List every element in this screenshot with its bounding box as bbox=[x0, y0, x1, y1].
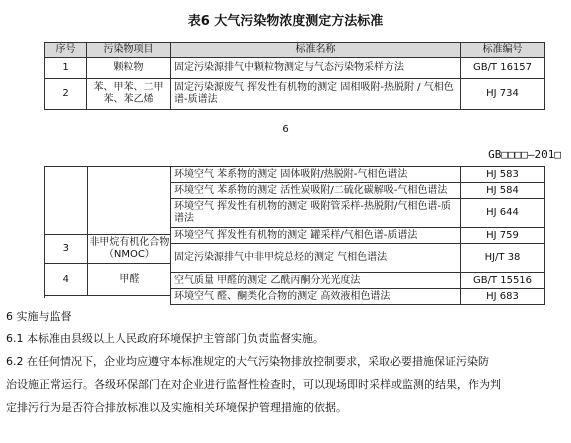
cell-code: HJ 583 bbox=[461, 167, 545, 183]
table-row bbox=[171, 167, 545, 183]
cell-name: 环境空气 苯系物的测定 活性炭吸附/二硫化碳解吸-气相色谱法 bbox=[171, 183, 461, 199]
table-row bbox=[171, 183, 545, 199]
cell-code: GB/T 15516 bbox=[461, 273, 545, 289]
page-number: 6 bbox=[282, 124, 289, 135]
table-row bbox=[171, 228, 545, 244]
cell-name: 固定污染源排气中非甲烷总烃的测定 气相色谱法 bbox=[171, 244, 461, 273]
standard-id-header: GB□□□□—201□ bbox=[488, 148, 561, 161]
cell-item: 苯、甲苯、二甲苯、苯乙烯 bbox=[87, 79, 171, 110]
cell-code: GB/T 16157 bbox=[461, 58, 545, 79]
table-header-row bbox=[45, 43, 545, 58]
header-name: 标准名称 bbox=[171, 43, 461, 58]
table-row bbox=[45, 234, 171, 263]
cell-no: 2 bbox=[45, 79, 87, 110]
standards-table-top bbox=[44, 42, 545, 110]
cell-name: 环境空气 苯系物的测定 固体吸附/热脱附-气相色谱法 bbox=[171, 167, 461, 183]
table-row bbox=[45, 58, 545, 79]
cell-item: 非甲烷有机化合物（NMOC） bbox=[87, 235, 171, 263]
cell-name: 环境空气 挥发性有机物的测定 罐采样/气相色谱-质谱法 bbox=[171, 228, 461, 244]
cell-name: 固定污染源废气 挥发性有机物的测定 固相吸附-热脱附 / 气相色谱-质谱法 bbox=[171, 79, 461, 110]
section-heading: 6 实施与监督 bbox=[6, 310, 72, 323]
header-code: 标准编号 bbox=[461, 43, 545, 58]
standards-table-left-column bbox=[44, 166, 171, 298]
cell-code: HJ 683 bbox=[461, 289, 545, 305]
standards-table-bottom bbox=[170, 166, 545, 305]
paragraph-6-2-line1: 6.2 在任何情况下，企业均应遵守本标准规定的大气污染物排放控制要求，采取必要措施保证污染防 bbox=[6, 355, 489, 368]
cell-code: HJ/T 38 bbox=[461, 244, 545, 273]
table-row bbox=[45, 263, 171, 296]
cell-no: 3 bbox=[62, 243, 70, 254]
table-row bbox=[171, 273, 545, 289]
header-no: 序号 bbox=[45, 43, 87, 58]
table-row bbox=[45, 79, 545, 110]
cell-no: 1 bbox=[45, 58, 87, 79]
cell-code: HJ 584 bbox=[461, 183, 545, 199]
cell-name: 环境空气 挥发性有机物的测定 吸附管采样-热脱附/气相色谱-质谱法 bbox=[171, 199, 461, 228]
paragraph-6-2-line2: 治设施正常运行。各级环保部门在对企业进行监督性检查时，可以现场即时采样或监测的结果，作为判 bbox=[6, 378, 501, 391]
cell-name: 固定污染源排气中颗粒物测定与气态污染物采样方法 bbox=[171, 58, 461, 79]
table-title: 表6 大气污染物浓度测定方法标准 bbox=[187, 14, 384, 29]
table-row bbox=[171, 199, 545, 228]
paragraph-6-1: 6.1 本标准由县级以上人民政府环境保护主管部门负责监督实施。 bbox=[6, 332, 324, 345]
cell-name: 空气质量 甲醛的测定 乙酰丙酮分光光度法 bbox=[171, 273, 461, 289]
cell-code: HJ 644 bbox=[461, 199, 545, 228]
cell-item: 甲醛 bbox=[87, 264, 171, 295]
header-item: 污染物项目 bbox=[87, 43, 171, 58]
cell-name: 环境空气 醛、酮类化合物的测定 高效液相色谱法 bbox=[171, 289, 461, 305]
cell-code: HJ 734 bbox=[461, 79, 545, 110]
cell-item: 颗粒物 bbox=[87, 58, 171, 79]
cell-code: HJ 759 bbox=[461, 228, 545, 244]
paragraph-6-2-line3: 定排污行为是否符合排放标准以及实施相关环境保护管理措施的依据。 bbox=[6, 401, 347, 414]
cell-no: 4 bbox=[62, 273, 70, 285]
table-row bbox=[171, 289, 545, 305]
table-row bbox=[171, 244, 545, 273]
table-row-continued bbox=[45, 166, 171, 234]
